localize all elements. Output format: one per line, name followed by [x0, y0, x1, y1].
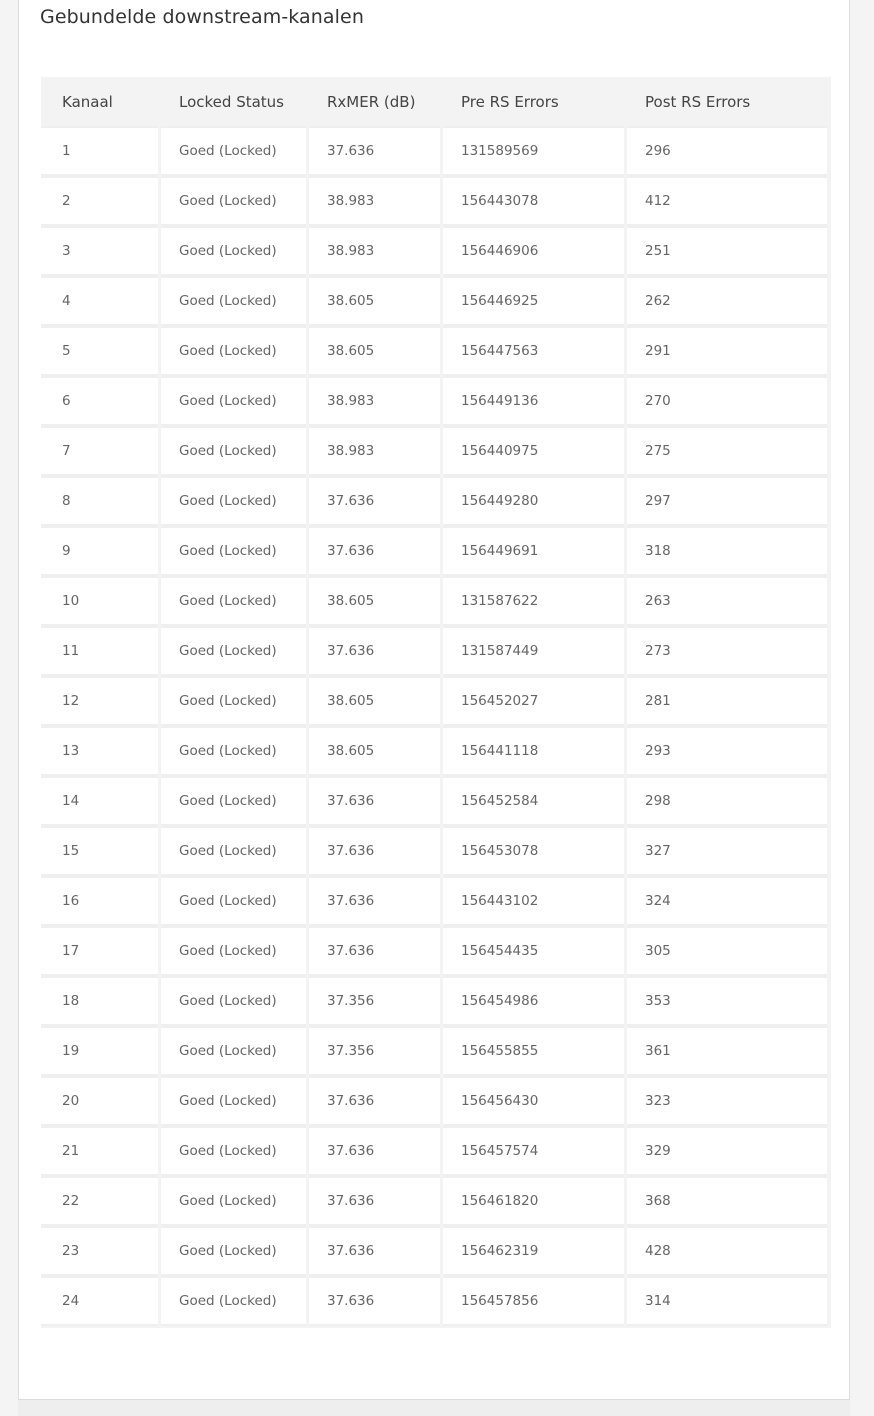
header-kanaal: Kanaal: [41, 77, 158, 126]
cell-post-rs-errors: 327: [627, 826, 827, 876]
cell-post-rs-errors: 329: [627, 1126, 827, 1176]
cell-post-rs-errors: 263: [627, 576, 827, 626]
table-row: [41, 726, 827, 776]
cell-pre-rs-errors: 156454986: [443, 976, 624, 1026]
cell-pre-rs-errors: 156457574: [443, 1126, 624, 1176]
cell-rxmer: 38.605: [309, 676, 440, 726]
cell-kanaal: 16: [41, 876, 158, 926]
cell-locked-status: Goed (Locked): [161, 1126, 306, 1176]
cell-rxmer: 37.636: [309, 1226, 440, 1276]
cell-kanaal: 17: [41, 926, 158, 976]
cell-kanaal: 14: [41, 776, 158, 826]
table-header-row: [41, 77, 827, 126]
cell-kanaal: 7: [41, 426, 158, 476]
table-row: [41, 976, 827, 1026]
cell-pre-rs-errors: 156449280: [443, 476, 624, 526]
cell-locked-status: Goed (Locked): [161, 176, 306, 226]
cell-kanaal: 3: [41, 226, 158, 276]
cell-post-rs-errors: 296: [627, 126, 827, 176]
table-row: [41, 876, 827, 926]
cell-rxmer: 37.636: [309, 826, 440, 876]
table-row: [41, 1226, 827, 1276]
cell-locked-status: Goed (Locked): [161, 676, 306, 726]
table-row: [41, 826, 827, 876]
cell-post-rs-errors: 291: [627, 326, 827, 376]
cell-pre-rs-errors: 156452027: [443, 676, 624, 726]
cell-post-rs-errors: 314: [627, 1276, 827, 1326]
cell-rxmer: 38.605: [309, 576, 440, 626]
cell-post-rs-errors: 275: [627, 426, 827, 476]
cell-rxmer: 37.356: [309, 976, 440, 1026]
cell-rxmer: 38.983: [309, 176, 440, 226]
cell-locked-status: Goed (Locked): [161, 626, 306, 676]
table-row: [41, 1276, 827, 1326]
table-row: [41, 476, 827, 526]
cell-kanaal: 18: [41, 976, 158, 1026]
cell-kanaal: 20: [41, 1076, 158, 1126]
cell-rxmer: 38.605: [309, 276, 440, 326]
header-pre-rs-errors: Pre RS Errors: [443, 77, 624, 126]
table-row: [41, 1076, 827, 1126]
cell-post-rs-errors: 262: [627, 276, 827, 326]
cell-pre-rs-errors: 156457856: [443, 1276, 624, 1326]
cell-post-rs-errors: 270: [627, 376, 827, 426]
table-row: [41, 1126, 827, 1176]
cell-post-rs-errors: 305: [627, 926, 827, 976]
cell-kanaal: 5: [41, 326, 158, 376]
cell-kanaal: 10: [41, 576, 158, 626]
cell-post-rs-errors: 324: [627, 876, 827, 926]
header-rxmer: RxMER (dB): [309, 77, 440, 126]
cell-rxmer: 38.983: [309, 426, 440, 476]
table-row: [41, 676, 827, 726]
cell-locked-status: Goed (Locked): [161, 1176, 306, 1226]
cell-pre-rs-errors: 156456430: [443, 1076, 624, 1126]
table-row: [41, 626, 827, 676]
cell-rxmer: 37.636: [309, 776, 440, 826]
cell-locked-status: Goed (Locked): [161, 1276, 306, 1326]
cell-kanaal: 8: [41, 476, 158, 526]
cell-post-rs-errors: 361: [627, 1026, 827, 1076]
cell-rxmer: 37.636: [309, 1176, 440, 1226]
cell-pre-rs-errors: 156447563: [443, 326, 624, 376]
cell-pre-rs-errors: 156461820: [443, 1176, 624, 1226]
cell-pre-rs-errors: 156441118: [443, 726, 624, 776]
table-body: [41, 126, 827, 1326]
cell-pre-rs-errors: 156449136: [443, 376, 624, 426]
cell-locked-status: Goed (Locked): [161, 1076, 306, 1126]
cell-kanaal: 24: [41, 1276, 158, 1326]
table-row: [41, 776, 827, 826]
cell-rxmer: 37.636: [309, 1276, 440, 1326]
cell-pre-rs-errors: 131589569: [443, 126, 624, 176]
cell-kanaal: 11: [41, 626, 158, 676]
cell-locked-status: Goed (Locked): [161, 726, 306, 776]
cell-kanaal: 23: [41, 1226, 158, 1276]
cell-pre-rs-errors: 156443102: [443, 876, 624, 926]
cell-post-rs-errors: 251: [627, 226, 827, 276]
cell-post-rs-errors: 368: [627, 1176, 827, 1226]
cell-pre-rs-errors: 156446925: [443, 276, 624, 326]
cell-rxmer: 37.636: [309, 1126, 440, 1176]
cell-rxmer: 38.605: [309, 326, 440, 376]
table-row: [41, 576, 827, 626]
table-row: [41, 276, 827, 326]
cell-kanaal: 22: [41, 1176, 158, 1226]
table-row: [41, 226, 827, 276]
cell-kanaal: 6: [41, 376, 158, 426]
cell-locked-status: Goed (Locked): [161, 776, 306, 826]
cell-post-rs-errors: 318: [627, 526, 827, 576]
panel-footer: [18, 1400, 850, 1416]
cell-pre-rs-errors: 156443078: [443, 176, 624, 226]
cell-locked-status: Goed (Locked): [161, 226, 306, 276]
table-row: [41, 126, 827, 176]
cell-rxmer: 38.983: [309, 376, 440, 426]
cell-kanaal: 4: [41, 276, 158, 326]
cell-kanaal: 19: [41, 1026, 158, 1076]
cell-pre-rs-errors: 156455855: [443, 1026, 624, 1076]
cell-locked-status: Goed (Locked): [161, 926, 306, 976]
table-row: [41, 376, 827, 426]
table-row: [41, 1176, 827, 1226]
cell-post-rs-errors: 273: [627, 626, 827, 676]
cell-locked-status: Goed (Locked): [161, 1026, 306, 1076]
table-row: [41, 926, 827, 976]
cell-pre-rs-errors: 156446906: [443, 226, 624, 276]
downstream-table-container: [41, 77, 831, 1328]
cell-kanaal: 2: [41, 176, 158, 226]
table-row: [41, 426, 827, 476]
cell-locked-status: Goed (Locked): [161, 326, 306, 376]
cell-rxmer: 37.636: [309, 526, 440, 576]
cell-pre-rs-errors: 131587449: [443, 626, 624, 676]
cell-post-rs-errors: 298: [627, 776, 827, 826]
downstream-channels-table: [38, 77, 830, 1326]
cell-kanaal: 12: [41, 676, 158, 726]
cell-locked-status: Goed (Locked): [161, 426, 306, 476]
cell-locked-status: Goed (Locked): [161, 526, 306, 576]
cell-locked-status: Goed (Locked): [161, 876, 306, 926]
cell-post-rs-errors: 353: [627, 976, 827, 1026]
cell-post-rs-errors: 293: [627, 726, 827, 776]
cell-rxmer: 37.356: [309, 1026, 440, 1076]
cell-pre-rs-errors: 156452584: [443, 776, 624, 826]
cell-kanaal: 1: [41, 126, 158, 176]
cell-post-rs-errors: 428: [627, 1226, 827, 1276]
cell-kanaal: 15: [41, 826, 158, 876]
cell-rxmer: 37.636: [309, 476, 440, 526]
cell-post-rs-errors: 412: [627, 176, 827, 226]
cell-rxmer: 37.636: [309, 926, 440, 976]
header-post-rs-errors: Post RS Errors: [627, 77, 827, 126]
cell-pre-rs-errors: 156454435: [443, 926, 624, 976]
cell-kanaal: 9: [41, 526, 158, 576]
header-locked-status: Locked Status: [161, 77, 306, 126]
cell-rxmer: 37.636: [309, 1076, 440, 1126]
cell-locked-status: Goed (Locked): [161, 376, 306, 426]
cell-rxmer: 38.983: [309, 226, 440, 276]
table-row: [41, 526, 827, 576]
cell-locked-status: Goed (Locked): [161, 576, 306, 626]
cell-post-rs-errors: 323: [627, 1076, 827, 1126]
cell-pre-rs-errors: 131587622: [443, 576, 624, 626]
cell-rxmer: 38.605: [309, 726, 440, 776]
cell-kanaal: 13: [41, 726, 158, 776]
table-row: [41, 176, 827, 226]
cell-pre-rs-errors: 156453078: [443, 826, 624, 876]
cell-rxmer: 37.636: [309, 876, 440, 926]
cell-pre-rs-errors: 156449691: [443, 526, 624, 576]
cell-pre-rs-errors: 156462319: [443, 1226, 624, 1276]
cell-post-rs-errors: 297: [627, 476, 827, 526]
cell-kanaal: 21: [41, 1126, 158, 1176]
cell-pre-rs-errors: 156440975: [443, 426, 624, 476]
cell-rxmer: 37.636: [309, 626, 440, 676]
cell-locked-status: Goed (Locked): [161, 826, 306, 876]
cell-locked-status: Goed (Locked): [161, 1226, 306, 1276]
downstream-channels-panel: [18, 0, 850, 1400]
table-row: [41, 1026, 827, 1076]
cell-locked-status: Goed (Locked): [161, 476, 306, 526]
section-title: Gebundelde downstream-kanalen: [40, 6, 364, 28]
cell-locked-status: Goed (Locked): [161, 976, 306, 1026]
cell-post-rs-errors: 281: [627, 676, 827, 726]
table-row: [41, 326, 827, 376]
cell-rxmer: 37.636: [309, 126, 440, 176]
cell-locked-status: Goed (Locked): [161, 276, 306, 326]
cell-locked-status: Goed (Locked): [161, 126, 306, 176]
